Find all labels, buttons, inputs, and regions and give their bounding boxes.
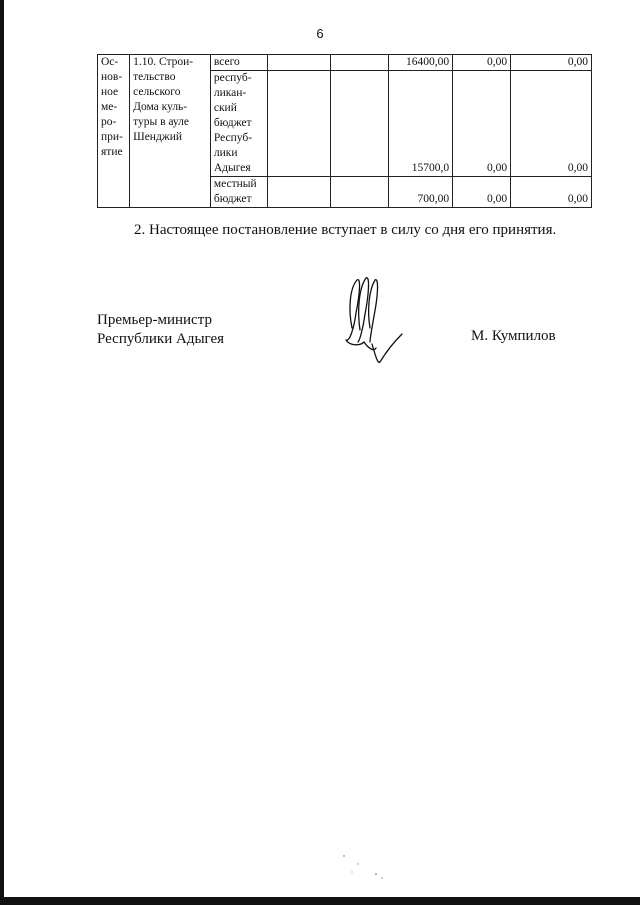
empty-cell (330, 177, 388, 208)
empty-cell (267, 71, 330, 177)
scan-edge-bottom (0, 897, 640, 905)
empty-cell (330, 55, 388, 71)
source-cell (210, 55, 267, 71)
year-value: 0,00 (453, 71, 511, 177)
item-label: 1.10. Строи- тельство сельского Дома куль- туры в ауле Шенджий (133, 56, 194, 143)
year-value: 0,00 (511, 177, 592, 208)
item-label-cell (130, 55, 211, 208)
total-value: 15700,0 (388, 71, 452, 177)
signature-mark (330, 268, 410, 368)
year-value: 0,00 (511, 55, 592, 71)
funding-source: всего (213, 56, 240, 68)
scan-edge-left (0, 0, 4, 905)
page-number: 6 (316, 26, 324, 41)
source-cell (210, 71, 267, 177)
year-value: 0,00 (453, 177, 511, 208)
empty-cell (267, 55, 330, 71)
source-cell (210, 177, 267, 208)
section-label-cell (98, 55, 130, 208)
budget-table (97, 54, 592, 208)
signatory-name: М. Кумпилов (471, 328, 556, 344)
signatory-title: Премьер-министр Республики Адыгея (97, 312, 225, 347)
total-value: 700,00 (388, 177, 452, 208)
empty-cell (330, 71, 388, 177)
year-value: 0,00 (511, 71, 592, 177)
total-value: 16400,00 (388, 55, 452, 71)
scan-specks (330, 850, 390, 890)
funding-source: местный бюджет (213, 178, 257, 205)
statement-paragraph: 2. Настоящее постановление вступает в силу со дня его принятия. (134, 222, 557, 238)
section-label: Ос- нов- ное ме- ро- при- ятие (101, 56, 123, 158)
empty-cell (267, 177, 330, 208)
year-value: 0,00 (453, 55, 511, 71)
table-row (98, 55, 592, 71)
funding-source: респуб- ликан- ский бюджет Респуб- лики Адыгея (213, 72, 253, 174)
